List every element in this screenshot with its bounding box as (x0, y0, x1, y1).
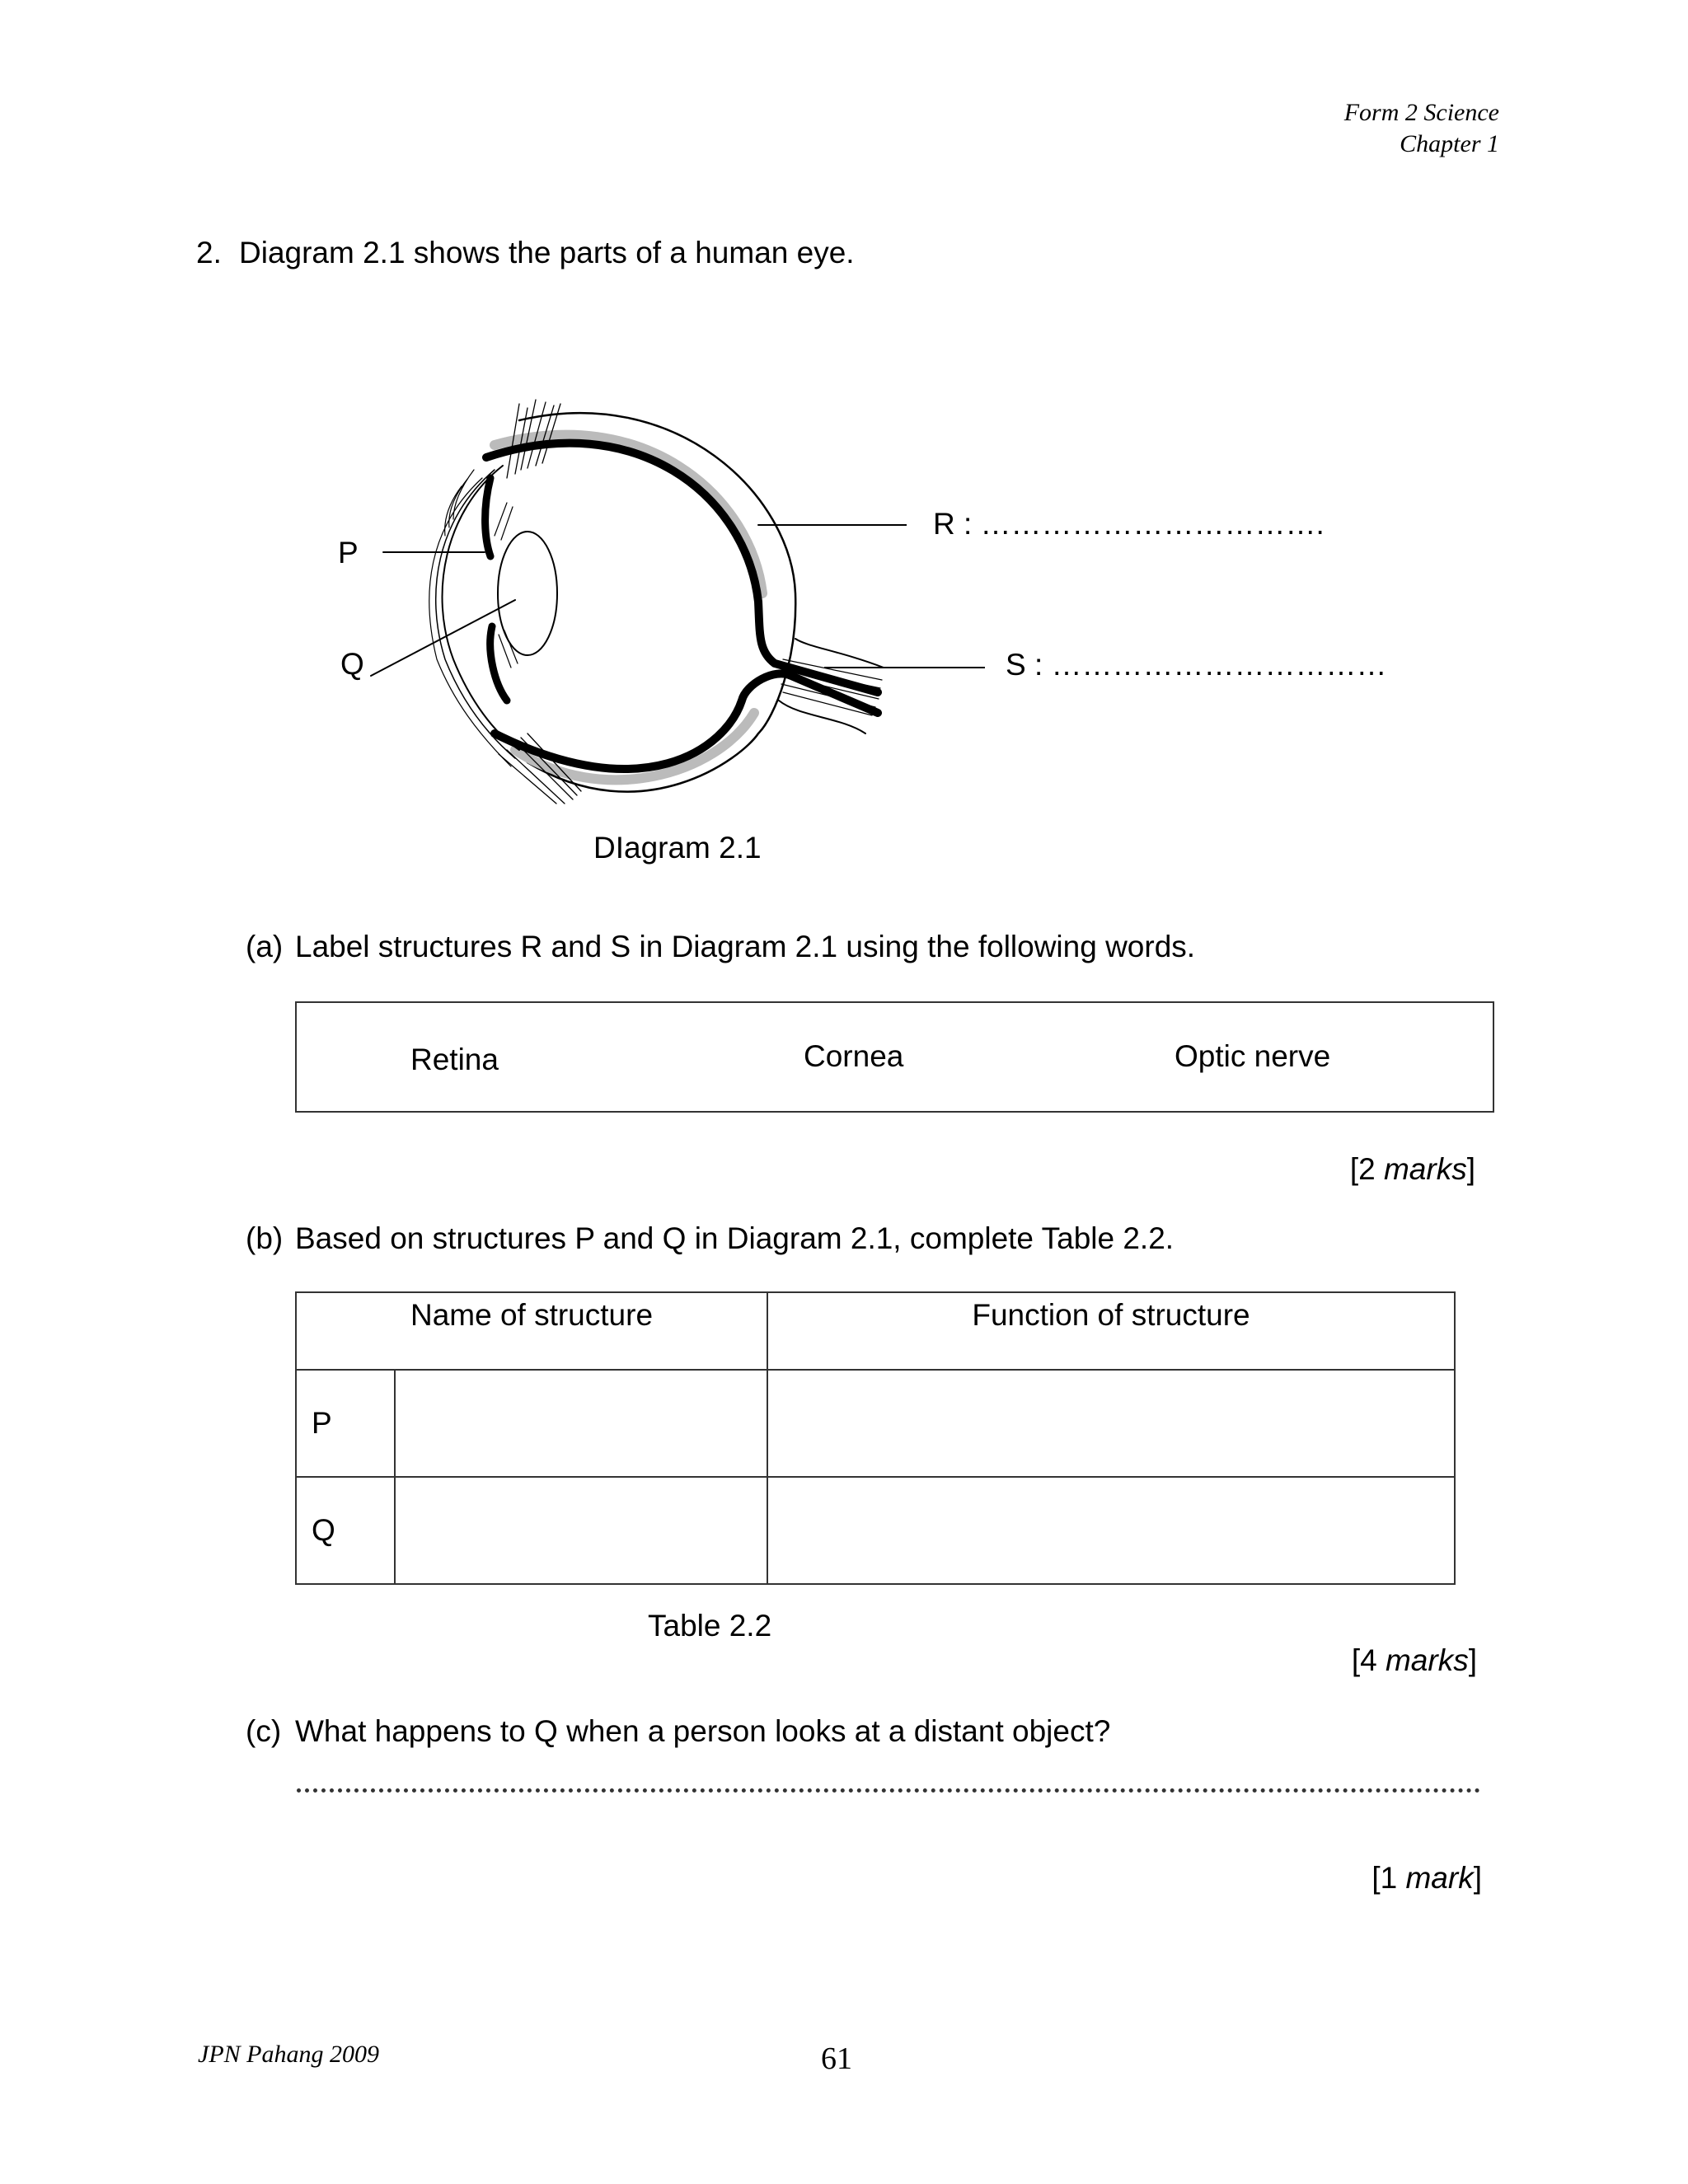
part-b-letter: (b) (246, 1221, 284, 1255)
label-q: Q (340, 647, 364, 681)
question-intro: Diagram 2.1 shows the parts of a human eye. (239, 236, 855, 269)
label-r-answer[interactable]: R : ……………………………. (933, 507, 1325, 541)
table-caption: Table 2.2 (648, 1609, 772, 1643)
part-a-letter: (a) (246, 930, 284, 963)
part-c-text: What happens to Q when a person looks at a distant object? (295, 1714, 1111, 1748)
answer-cell-p-name[interactable] (395, 1370, 767, 1477)
part-c-marks-word: mark (1405, 1861, 1474, 1895)
footer-source: JPN Pahang 2009 (198, 2041, 379, 2068)
table-row (296, 1370, 1455, 1477)
part-b-marks-number: 4 (1360, 1643, 1377, 1677)
table-header-name: Name of structure (296, 1292, 767, 1370)
part-b-marks: [4 marks] (1351, 1643, 1477, 1677)
human-eye-cross-section-icon (330, 387, 907, 816)
pointer-line-s (824, 659, 989, 676)
table-header-function: Function of structure (767, 1292, 1455, 1370)
page-number: 61 (821, 2041, 852, 2076)
part-a-marks-number: 2 (1358, 1152, 1376, 1186)
part-a-marks-word: marks (1383, 1152, 1467, 1186)
answer-cell-p-function[interactable] (767, 1370, 1455, 1477)
part-b-text: Based on structures P and Q in Diagram 2.1, complete Table 2.2. (295, 1221, 1175, 1255)
diagram-caption: DIagram 2.1 (593, 831, 762, 865)
row-letter-p: P (296, 1370, 395, 1477)
label-s-answer[interactable]: S : …………………………… (1006, 648, 1387, 682)
word-cornea: Cornea (804, 1039, 904, 1073)
part-c-marks-number: 1 (1380, 1861, 1398, 1895)
label-p: P (338, 536, 359, 569)
part-a-text: Label structures R and S in Diagram 2.1 using the following words. (295, 930, 1196, 963)
row-letter-q: Q (296, 1477, 395, 1584)
header-subject: Form 2 Science (1343, 99, 1499, 126)
part-c-letter: (c) (246, 1714, 282, 1748)
answer-cell-q-function[interactable] (767, 1477, 1455, 1584)
table-2-2 (295, 1291, 1456, 1585)
word-retina: Retina (410, 1043, 499, 1076)
page-header (1344, 97, 1499, 160)
word-optic-nerve: Optic nerve (1175, 1039, 1331, 1073)
part-c-answer-line[interactable] (297, 1780, 1480, 1793)
part-b-marks-word: marks (1385, 1643, 1469, 1677)
answer-cell-q-name[interactable] (395, 1477, 767, 1584)
question-number: 2. (196, 236, 222, 269)
part-c-marks: [1 mark] (1372, 1861, 1482, 1895)
table-row (296, 1477, 1455, 1584)
word-bank (295, 1001, 1494, 1113)
part-a-marks: [2 marks] (1349, 1152, 1475, 1186)
header-chapter: Chapter 1 (1400, 130, 1499, 157)
